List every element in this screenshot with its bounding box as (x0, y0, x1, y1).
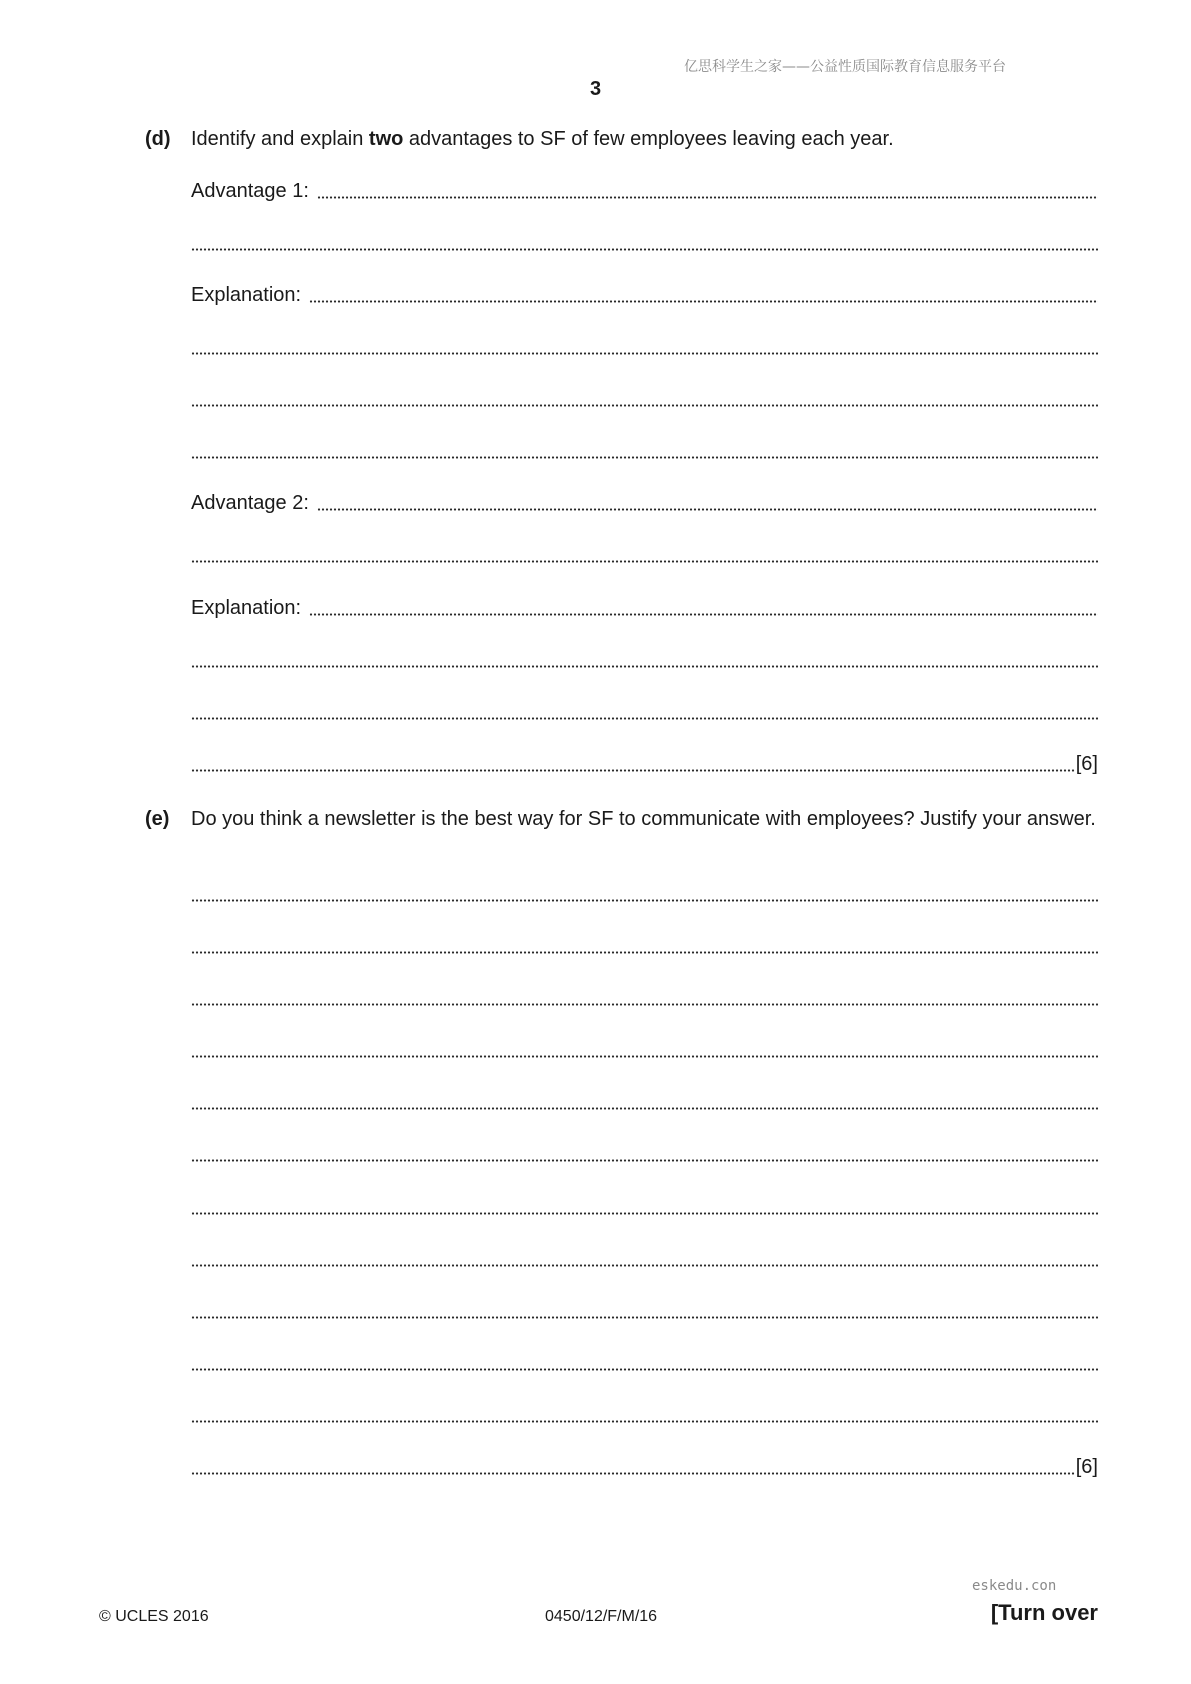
turn-over: [Turn over (990, 1600, 1098, 1625)
question-e-marks: [6] (1075, 1456, 1098, 1478)
watermark-top: 亿思科学生之家——公益性质国际教育信息服务平台 (684, 59, 1006, 75)
answer-line[interactable] (191, 335, 1098, 359)
answer-line[interactable] (191, 1038, 1098, 1062)
answer-line[interactable] (191, 387, 1098, 411)
answer-line-final[interactable] (191, 1455, 1098, 1479)
question-e-text: Do you think a newsletter is the best way for SF to communicate with employees? Justify your answer. (191, 808, 1096, 830)
answer-line[interactable] (191, 231, 1098, 255)
answer-line[interactable] (191, 1351, 1098, 1375)
advantage-1-label: Advantage 1: (191, 180, 309, 202)
answer-line[interactable] (191, 648, 1098, 672)
answer-line[interactable] (191, 882, 1098, 906)
question-d-text: Identify and explain two advantages to SF of few employees leaving each year. (191, 128, 894, 150)
answer-line[interactable] (191, 700, 1098, 724)
advantage-2-line[interactable] (191, 491, 1098, 515)
explanation-1-line[interactable] (191, 283, 1098, 307)
question-e-label: (e) (145, 808, 170, 830)
answer-line[interactable] (191, 1195, 1098, 1219)
answer-line[interactable] (191, 543, 1098, 567)
answer-line[interactable] (191, 986, 1098, 1010)
question-d-label: (d) (145, 128, 171, 150)
copyright: © UCLES 2016 (99, 1608, 209, 1625)
answer-line[interactable] (191, 439, 1098, 463)
advantage-2-label: Advantage 2: (191, 492, 309, 514)
answer-line[interactable] (191, 934, 1098, 958)
answer-line[interactable] (191, 1142, 1098, 1166)
question-d-marks: [6] (1075, 753, 1098, 775)
answer-line[interactable] (191, 1247, 1098, 1271)
answer-line[interactable] (191, 1403, 1098, 1427)
answer-line[interactable] (191, 1090, 1098, 1114)
advantage-1-line[interactable] (191, 179, 1098, 203)
answer-line[interactable] (191, 1299, 1098, 1323)
paper-code: 0450/12/F/M/16 (545, 1608, 658, 1625)
watermark-bottom: eskedu.con (972, 1578, 1057, 1594)
explanation-2-line[interactable] (191, 596, 1098, 620)
explanation-2-label: Explanation: (191, 597, 302, 619)
emphasis-two: two (368, 128, 404, 150)
answer-line-final[interactable] (191, 752, 1098, 776)
explanation-1-label: Explanation: (191, 284, 302, 306)
page-number: 3 (589, 78, 602, 100)
